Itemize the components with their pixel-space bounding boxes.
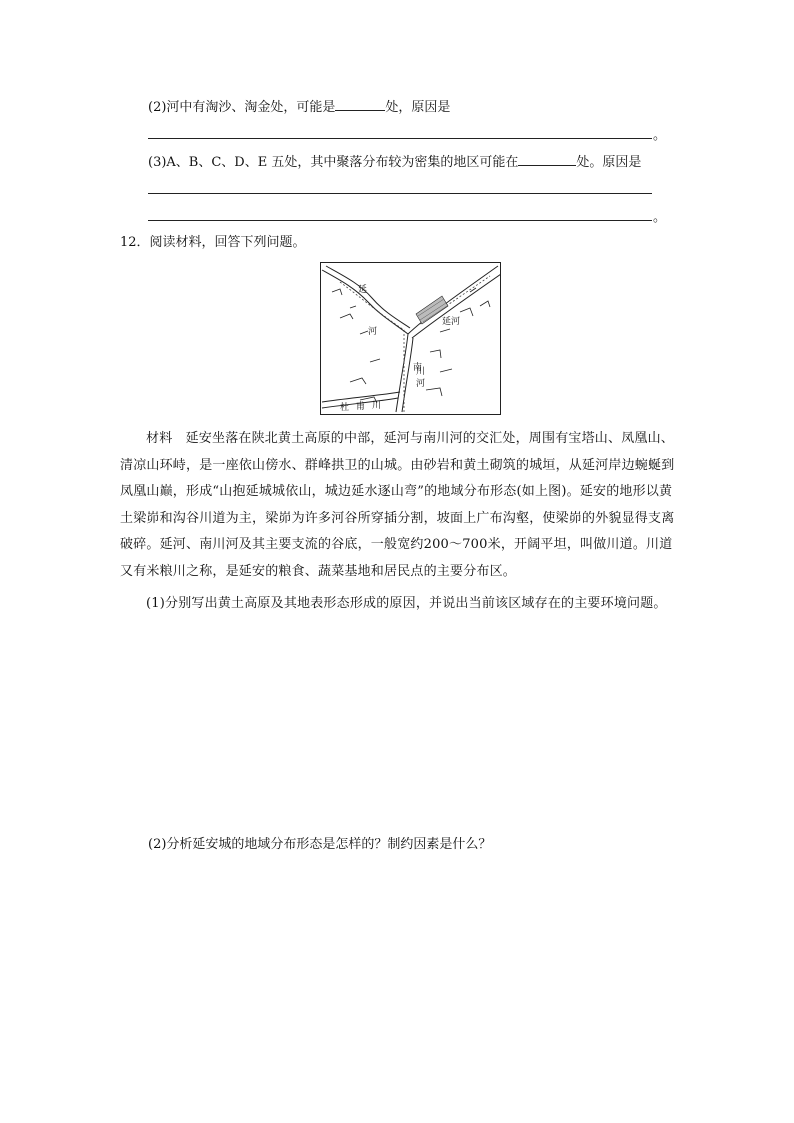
q12-material-block xyxy=(120,426,680,585)
map-label-nanchuan: 南 xyxy=(411,362,421,371)
map-label-du: 杜 xyxy=(340,403,350,413)
q2-suffix: 处，原因是 xyxy=(385,100,451,115)
map-label-chuan: 川 xyxy=(372,401,382,411)
q12-title: 12．阅读材料，回答下列问题。 xyxy=(120,235,306,250)
q12-sub1-text: (1)分别写出黄土高原及其地表形态形成的原因，并说出当前该区域存在的主要环境问题。 xyxy=(146,596,667,611)
yanan-map-figure xyxy=(320,262,501,415)
q3-suffix: 处。原因是 xyxy=(576,155,642,170)
q12-material-text: 材料 延安坐落在陕北黄土高原的中部，延河与南川河的交汇处，周围有宝塔山、凤凰山、清凉山环峙，是一座依山傍水、群峰拱卫的山城。由砂岩和黄土砌筑的城垣，从延河岸边蜿蜒到凤凰山巅，形成“山抱延城城依山，城边延水逐山弯”的地域分布形态(如上图)。延安的地形以黄土梁峁和沟谷川道为主，梁峁为许多河谷所穿插分割，坡面上广布沟壑，使梁峁的外貌显得支离破碎。延河、南川河及其主要支流的谷底，一般宽约200～700米，开阔平坦，叫做川道。川道又有米粮川之称，是延安的粮食、蔬菜基地和居民点的主要分布区。 xyxy=(120,431,675,579)
q3-prefix: (3)A、B、C、D、E 五处，其中聚落分布较为密集的地区可能在 xyxy=(148,155,519,170)
map-label-yan-left: 延 xyxy=(358,285,368,295)
map-label-fu: 甫 xyxy=(356,402,366,412)
map-label-yanhe-right: 延河 xyxy=(442,317,461,327)
map-label-nanchuan-3: 河 xyxy=(416,379,426,389)
q3-end-mark: 。 xyxy=(653,210,667,225)
q2-prefix: (2)河中有淘沙、淘金处，可能是 xyxy=(148,100,336,115)
q2-answer-line[interactable] xyxy=(148,138,652,139)
q3-line xyxy=(148,151,641,173)
q3-answer-line-2[interactable] xyxy=(148,220,652,221)
q12-sub2-text: (2)分析延安城的地域分布形态是怎样的？制约因素是什么？ xyxy=(148,837,492,852)
q3-answer-blank[interactable] xyxy=(518,151,576,166)
q3-answer-line-1[interactable] xyxy=(148,193,652,194)
q2-end-mark: 。 xyxy=(653,128,667,143)
map-label-nanchuan-2: 川 xyxy=(416,367,426,377)
q12-sub1-block xyxy=(120,591,680,618)
map-label-he-left: 河 xyxy=(368,327,378,337)
q2-answer-blank[interactable] xyxy=(335,96,385,111)
q2-line xyxy=(148,96,450,118)
